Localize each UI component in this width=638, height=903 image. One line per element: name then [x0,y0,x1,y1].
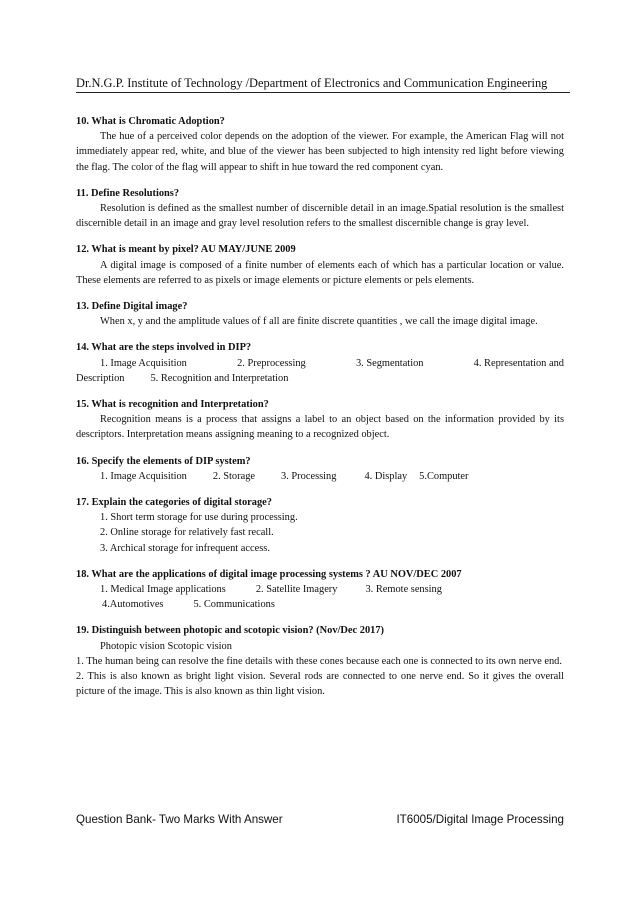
application-item: 3. Remote sensing [365,584,442,596]
question-16 [76,454,564,484]
application-item: 4.Automotives [102,599,164,611]
question-14 [76,340,564,386]
step-item: 4. Representation and [473,357,564,369]
storage-item: 2. Online storage for relatively fast recall. [100,527,274,539]
elements-row [76,469,564,484]
question-11 [76,186,564,232]
application-item: 2. Satellite Imagery [255,584,338,596]
step-item: Description [76,372,125,384]
answer-text: A digital image is composed of a finite number of elements each of which has a particular location or value. These elements are referred to as pixels or image elements or picture elements or pels elements. [76,259,564,286]
application-item: 1. Medical Image applications [100,584,226,596]
storage-item: 3. Archical storage for infrequent access. [100,542,270,554]
element-item: 4. Display [364,470,408,482]
answer-text: Recognition means is a process that assigns a label to an object based on the information provided by its descriptors. Interpretation means assigning meaning to a recognized object. [76,414,564,441]
question-15 [76,397,564,443]
vision-subtitle: Photopic vision Scotopic vision [100,640,232,652]
question-title: 18. What are the applications of digital image processing systems ? AU NOV/DEC 2007 [76,568,462,580]
question-title: 16. Specify the elements of DIP system? [76,455,251,467]
footer-right: IT6005/Digital Image Processing [396,813,564,826]
element-item: 2. Storage [212,470,256,482]
question-title: 11. Define Resolutions? [76,187,180,199]
page-header: Dr.N.G.P. Institute of Technology /Department of Electronics and Communication Engineering [76,76,570,93]
steps-row-1 [76,356,564,371]
answer-text: The hue of a perceived color depends on the adoption of the viewer. For example, the American Flag will not immediately appear red, white, and blue of the viewer has been subjected to high intensity red light before viewing the flag. The color of the flag will appear to shift in hue toward the red component cyan. [76,131,564,173]
question-18 [76,567,564,613]
question-title: 15. What is recognition and Interpretation? [76,399,269,411]
question-title: 13. Define Digital image? [76,301,188,313]
document-body [76,114,564,711]
footer-left: Question Bank- Two Marks With Answer [76,813,283,826]
question-10 [76,114,564,175]
question-13 [76,299,564,329]
answer-point: 2. This is also known as bright light vision. Several rods are connected to one nerve end. So it gives the overall picture of the image. This is also known as thin light vision. [76,671,564,698]
question-title: 12. What is meant by pixel? AU MAY/JUNE 2009 [76,244,296,256]
question-title: 19. Distinguish between photopic and scotopic vision? (Nov/Dec 2017) [76,625,384,637]
element-item: 1. Image Acquisition [100,470,187,482]
storage-item: 1. Short term storage for use during processing. [100,512,298,524]
question-title: 10. What is Chromatic Adoption? [76,116,225,127]
step-item: 2. Preprocessing [237,357,306,369]
question-title: 17. Explain the categories of digital storage? [76,497,272,509]
answer-text: Resolution is defined as the smallest number of discernible detail in an image.Spatial resolution is the smallest discernible detail in an image and gray level resolution refers to the smallest discernible change is gray level. [76,203,564,230]
step-item: 5. Recognition and Interpretation [150,372,289,384]
applications-row-1 [76,582,564,597]
question-17 [76,495,564,556]
step-item: 3. Segmentation [355,357,424,369]
step-item: 1. Image Acquisition [100,357,187,369]
applications-row-2 [76,597,564,612]
question-19 [76,623,564,699]
steps-row-2 [76,371,564,386]
question-title: 14. What are the steps involved in DIP? [76,342,252,354]
answer-text: When x, y and the amplitude values of f all are finite discrete quantities , we call the image digital image. [100,316,538,328]
page-footer [76,813,564,826]
question-12 [76,242,564,288]
element-item: 5.Computer [419,470,469,482]
answer-point: 1. The human being can resolve the fine details with these cones because each one is connected to its own nerve end. [76,655,562,667]
element-item: 3. Processing [281,470,337,482]
application-item: 5. Communications [193,599,275,611]
